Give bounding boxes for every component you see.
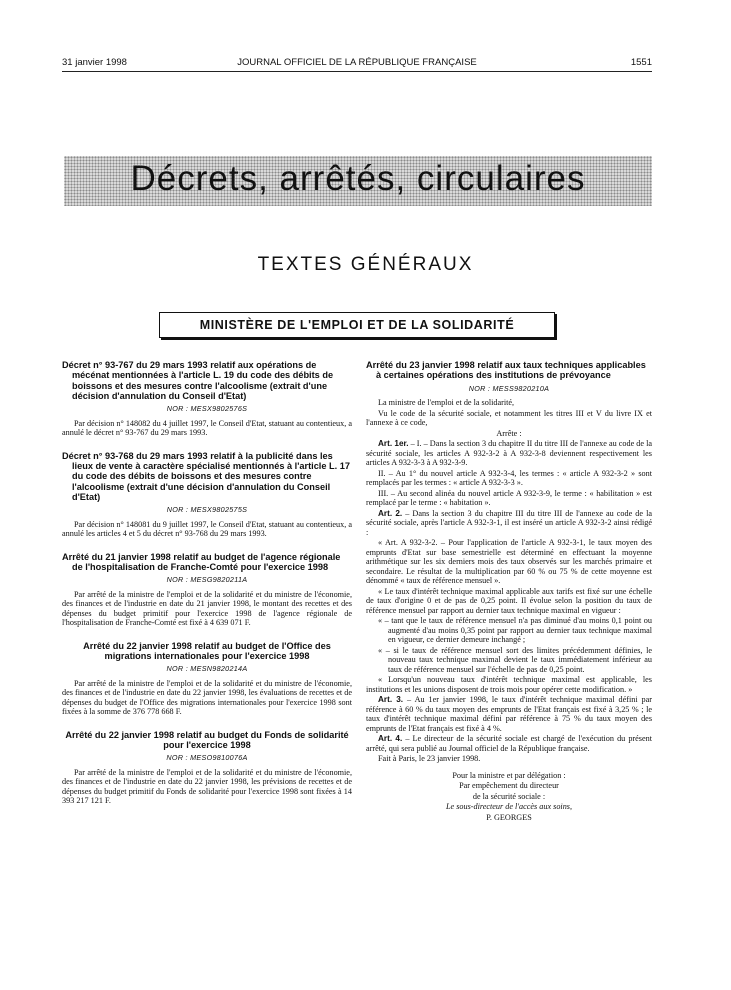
signature-line: de la sécurité sociale : (472, 791, 546, 801)
article-text: – I. – Dans la section 3 du chapitre II du titre III de l'annexe au code de la sécurité sociale, les articles A 932-3-2 à A 932-3-8 deviennent respectivement les articles A 932-3-3 à A 932-3-9. (366, 439, 652, 468)
article-3 (366, 695, 652, 733)
spacer (62, 629, 352, 641)
paragraph: La ministre de l'emploi et de la solidarité, (378, 398, 515, 408)
nor-reference: NOR : MESX9802575S (166, 505, 248, 515)
ministry-box (159, 312, 555, 338)
nor-reference: NOR : MESX9802576S (166, 404, 248, 414)
article-text: – Dans la section 3 du chapitre III du titre III de l'annexe au code de la sécurité sociale, après l'article A 932-3-1, il est inséré un article A 932-3-2 ainsi rédigé : (366, 508, 652, 537)
article-title: Décret n° 93-767 du 29 mars 1993 relatif aux opérations de mécénat mentionnées à l'article L. 19 du code des débits de boissons et des mesures contre l'alcoolisme (extrait d'une décision d'annulation du Conseil d'Etat) (62, 360, 334, 401)
article-title: Arrêté du 21 janvier 1998 relatif au budget de l'agence régionale de l'hospitalisation de Franche-Comté pour l'exercice 1998 (62, 551, 341, 572)
article-title: Arrêté du 22 janvier 1998 relatif au budget du Fonds de solidarité pour l'exercice 1998 (65, 729, 349, 751)
article-title: Arrêté du 23 janvier 1998 relatif aux taux techniques applicables à certaines opérations des institutions de prévoyance (366, 360, 646, 381)
article-title: Décret n° 93-768 du 29 mars 1993 relatif à la publicité dans les lieux de vente à caractère spécialisé mentionnés à l'article L. 17 du code des débits de boissons et des mesures contre l'alcoolisme (extrait d'une décision d'annulation du Conseil d'Etat) (62, 450, 350, 502)
header-page-number: 1551 (630, 57, 652, 68)
article-text: – Le directeur de la sécurité sociale est chargé de l'exécution du présent arrêté, qui sera publié au Journal officiel de la République française. (366, 734, 652, 753)
header-rule (62, 71, 652, 72)
running-header (62, 57, 652, 71)
signature-line: Pour la ministre et par délégation : (452, 770, 566, 780)
article-label: Art. 1er. (378, 439, 409, 449)
article-text: – Au 1er janvier 1998, le taux d'intérêt technique maximal défini par référence à 60 % du taux moyen des emprunts de l'Etat français est fixé à 3,25 % ; le taux d'intérêt technique maximal défini par référence à 75 % du taux moyen des emprunts de l'Etat français est fixé à 4 %. (366, 695, 652, 733)
spacer (62, 718, 352, 730)
nor-reference: NOR : MESS9820210A (468, 383, 550, 393)
signatory-name: P. GEORGES (486, 812, 532, 822)
banner-title: Décrets, arrêtés, circulaires (130, 159, 586, 198)
article-2 (366, 509, 652, 538)
right-column (366, 360, 652, 823)
list-item: « – si le taux de référence mensuel sort des limites précédemment définies, le nouveau taux technique maximal devient le taux immédiatement inférieur au taux de référence mensuel sur l'échelle de pas de 0,25 point. (378, 645, 652, 674)
header-journal: JOURNAL OFFICIEL DE LA RÉPUBLIQUE FRANÇAISE (237, 57, 477, 68)
article-body: Par arrêté de la ministre de l'emploi et de la solidarité et du ministre de l'économie, des finances et de l'industrie en date du 22 janvier 1998, les prévisions de recettes et de dépenses du budget primitif du Fonds de solidarité pour l'exercice 1998 sont fixées à 14 393 217 121 F. (62, 767, 352, 806)
paragraph: « Lorsqu'un nouveau taux d'intérêt technique maximal est applicable, les institutions et les unions disposent de trois mois pour opérer cette modification. » (366, 675, 652, 694)
article-label: Art. 4. (378, 734, 403, 744)
article-body: Par décision n° 148082 du 4 juillet 1997, le Conseil d'Etat, statuant au contentieux, a annulé le décret n° 93-767 du 29 mars 1993. (62, 418, 352, 438)
ministry-name: MINISTÈRE DE L'EMPLOI ET DE LA SOLIDARITÉ (199, 318, 515, 332)
signature-line: Le sous-directeur de l'accès aux soins, (445, 802, 573, 812)
article-body: Par décision n° 148081 du 9 juillet 1997, le Conseil d'Etat, statuant au contentieux, a annulé les articles 4 et 5 du décret n° 93-768 du 29 mars 1993. (62, 519, 352, 539)
paragraph: II. – Au 1° du nouvel article A 932-3-4, les termes : « article A 932-3-2 » sont remplacés par les termes : « article A 932-3-3 ». (366, 468, 652, 488)
nor-reference: NOR : MESG9820211A (166, 575, 248, 585)
article-title: Arrêté du 22 janvier 1998 relatif au budget de l'Office des migrations internationales pour l'exercice 1998 (83, 640, 331, 662)
article-4 (366, 734, 652, 753)
signature-line: Par empêchement du directeur (459, 781, 559, 791)
header-date: 31 janvier 1998 (62, 57, 127, 68)
paragraph: Fait à Paris, le 23 janvier 1998. (378, 754, 481, 764)
paragraph: « Le taux d'intérêt technique maximal applicable aux tarifs est fixé sur une échelle de taux d'origine 0 et de pas de 0,25 point. Il évolue selon la position du taux de référence mensuel par rapport au dernier taux technique maximal en vigueur : (366, 586, 652, 615)
nor-reference: NOR : MESN9820214A (166, 664, 248, 674)
article-1 (366, 439, 652, 468)
paragraph: Vu le code de la sécurité sociale, et notamment les titres III et V du livre IX et l'annexe à ce code, (366, 408, 652, 428)
section-title: TEXTES GÉNÉRAUX (257, 254, 474, 275)
article-label: Art. 3. (378, 695, 404, 705)
left-column (62, 360, 352, 807)
article-body: Par arrêté de la ministre de l'emploi et de la solidarité et du ministre de l'économie, des finances et de l'industrie en date du 22 janvier 1998, les évaluations de recettes et de dépenses du budget de l'Office des migrations internationales pour l'exercice 1998 sont fixées à la somme de 376 778 668 F. (62, 678, 352, 717)
paragraph: « Art. A 932-3-2. – Pour l'application de l'article A 932-3-1, le taux moyen des emprunts d'Etat sur base semestrielle est déterminé en effectuant la moyenne arithmétique sur les six derniers mois des taux observés sur les marchés primaire et secondaire. Le résultat de la multiplication par 60 % ou 75 % de cette moyenne est dénommé « taux de référence mensuel ». (366, 538, 652, 586)
article-body: Par arrêté de la ministre de l'emploi et de la solidarité et du ministre de l'économie, des finances et de l'industrie en date du 21 janvier 1998, le montant des recettes et des dépenses du budget primitif pour l'exercice 1998 de l'agence régionale de l'hospitalisation de Franche-Comté est fixé à 4 639 071 F. (62, 589, 352, 628)
paragraph: III. – Au second alinéa du nouvel article A 932-3-9, le terme : « habilitation » est remplacé par le terme : « habitation ». (366, 488, 652, 508)
list-item: « – tant que le taux de référence mensuel n'a pas diminué d'au moins 0,1 point ou augmenté d'au moins 0,35 point par rapport au dernier taux technique maximal en vigueur, ce dernier demeure inchangé ; (378, 616, 652, 645)
nor-reference: NOR : MESO9810076A (166, 753, 248, 763)
spacer (62, 540, 352, 552)
spacer (62, 439, 352, 451)
article-label: Art. 2. (378, 508, 403, 518)
paragraph: Arrête : (496, 428, 522, 438)
